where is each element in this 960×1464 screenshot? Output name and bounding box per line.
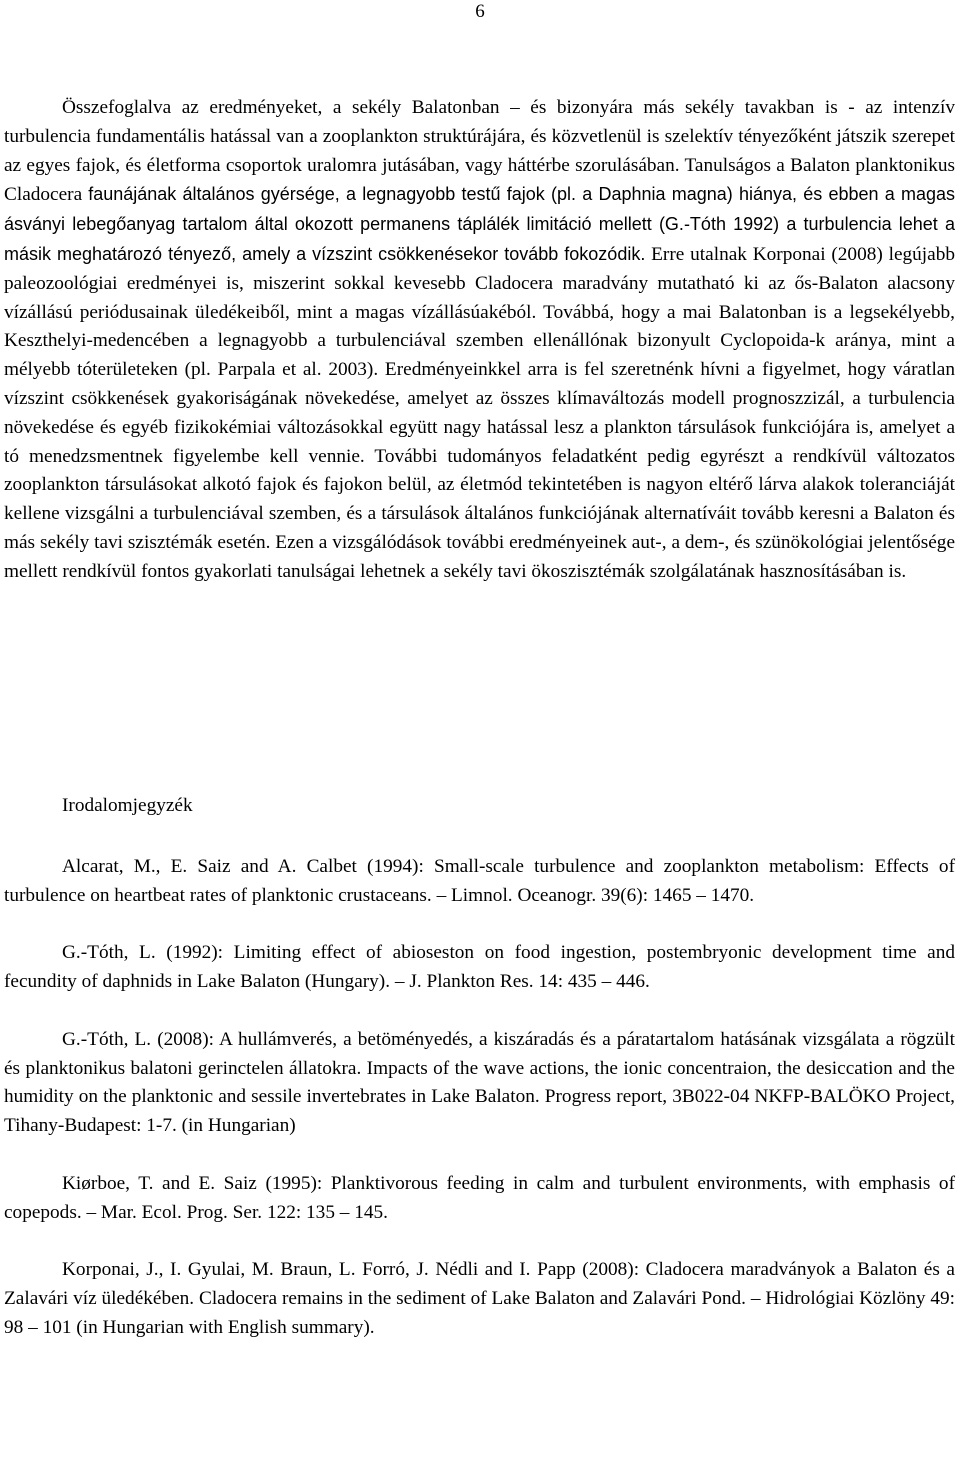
reference-item: G.-Tóth, L. (2008): A hullámverés, a betöményedés, a kiszáradás és a páratartalom hatásának vizsgálata a rögzült és planktonikus balatoni gerinctelen állatokra. Impacts of the wave actions, the ionic concentraion, the desiccation and the humidity on the planktonic and sessile invertebrates in Lake Balaton. Progress report, 3B022-04 NKFP-BALÖKO Project, Tihany-Budapest: 1-7. (in Hungarian) — [4, 1028, 955, 1137]
paragraph-text — [4, 94, 955, 587]
reference-item: Kiørboe, T. and E. Saiz (1995): Planktivorous feeding in calm and turbulent environments, with emphasis of copepods. – Mar. Ecol. Prog. Ser. 122: 135 – 145. — [4, 1172, 955, 1223]
reference-item: G.-Tóth, L. (1992): Limiting effect of abioseston on food ingestion, postembryonic development time and fecundity of daphnids in Lake Balaton (Hungary). – J. Plankton Res. 14: 435 – 446. — [4, 942, 955, 993]
reference-list — [4, 853, 955, 1343]
paragraph-segment: Összefoglalva az eredményeket, a sekély Balatonban – és bizonyára más sekély tavakban is - az intenzív turbulencia fundamentális hatással van a zooplankton struktúrájára, és közvetlenül is szelektív tényezőként játszik szerepet az egyes fajok, és életforma csoportok uralomra jutásában, vagy háttérbe szorulásában. Tanulságos a Balaton planktonikus Cladocera — [4, 97, 955, 206]
references-heading: Irodalomjegyzék — [62, 795, 193, 816]
reference-item: Alcarat, M., E. Saiz and A. Calbet (1994): Small-scale turbulence and zooplankton metabolism: Effects of turbulence on heartbeat rates of planktonic crustaceans. – Limnol. Oceanogr. 39(6): 1465 – 1470. — [4, 856, 955, 906]
reference-item: Korponai, J., I. Gyulai, M. Braun, L. Forró, J. Nédli and I. Papp (2008): Cladocera maradványok a Balaton és a Zalavári víz üledékében. Cladocera remains in the sediment of Lake Balaton and Zalavári Pond. – Hidrológiai Közlöny 49: 98 – 101 (in Hungarian with English summary). — [4, 1259, 955, 1338]
paragraph-segment: Erre utalnak Korponai (2008) legújabb paleozoológiai eredményei is, miszerint sokkal kevesebb Cladocera maradvány mutatható ki az ős-Balaton alacsony vízállású periódusainak üledékeiből, mint a magas vízállásúakéból. Továbbá, hogy a mai Balatonban is a legsekélyebb, Keszthelyi-medencében a legnagyobb a turbulenciával szemben ellenállónak bizonyult Cyclopoida-k aránya, mint a mélyebb tóterületeken (pl. Parpala et al. 2003). Eredményeinkkel arra is fel szeretnénk hívni a figyelmet, hogy váratlan vízszint csökkenések gyakoriságának növekedése, amelyet az összes klímaváltozás modell prognoszzizál, a turbulencia növekedése és egyéb fizikokémiai változásokkal együtt nagy hatással lesz a plankton társulások funkciójára is, amelyet a tó menedzsmentnek figyelembe kell vennie. További tudományos feladatként pedig egyrészt a rendkívül változatos zooplankton társulásokat alkotó fajok és fajokon belül, az életmód tekintetében is nagyon eltérő lárva alakok toleranciáját kellene vizsgálni a turbulenciával szemben, és a társulások általános funkciójának alternatíváit tovább keresni a Balaton és más sekély tavi szisztémák esetén. Ezen a vizsgálódások további eredményeinek aut-, a dem-, és szünökológiai jelentősége mellett rendkívül fontos gyakorlati tanulságai lehetnek a sekély tavi ökoszisztémák szolgálatának hasznosításában is. — [4, 243, 955, 582]
summary-paragraph — [4, 94, 955, 587]
paragraph-segment-sans: faunájának általános gyérsége, a legnagyobb testű fajok (pl. a — [88, 184, 599, 205]
paragraph-segment-sans: ) hiánya, és ebben a magas ásványi lebegőanyag tartalom által okozott permanens táplálék limitáció mellett (G.-Tóth 1992) a turbulencia lehet a másik meghatározó tényező, amely a vízszint csökkenésekor tovább fokozódik. — [4, 184, 955, 264]
page-number: 6 — [475, 1, 485, 22]
species-name-italic: Daphnia magna — [598, 184, 727, 205]
